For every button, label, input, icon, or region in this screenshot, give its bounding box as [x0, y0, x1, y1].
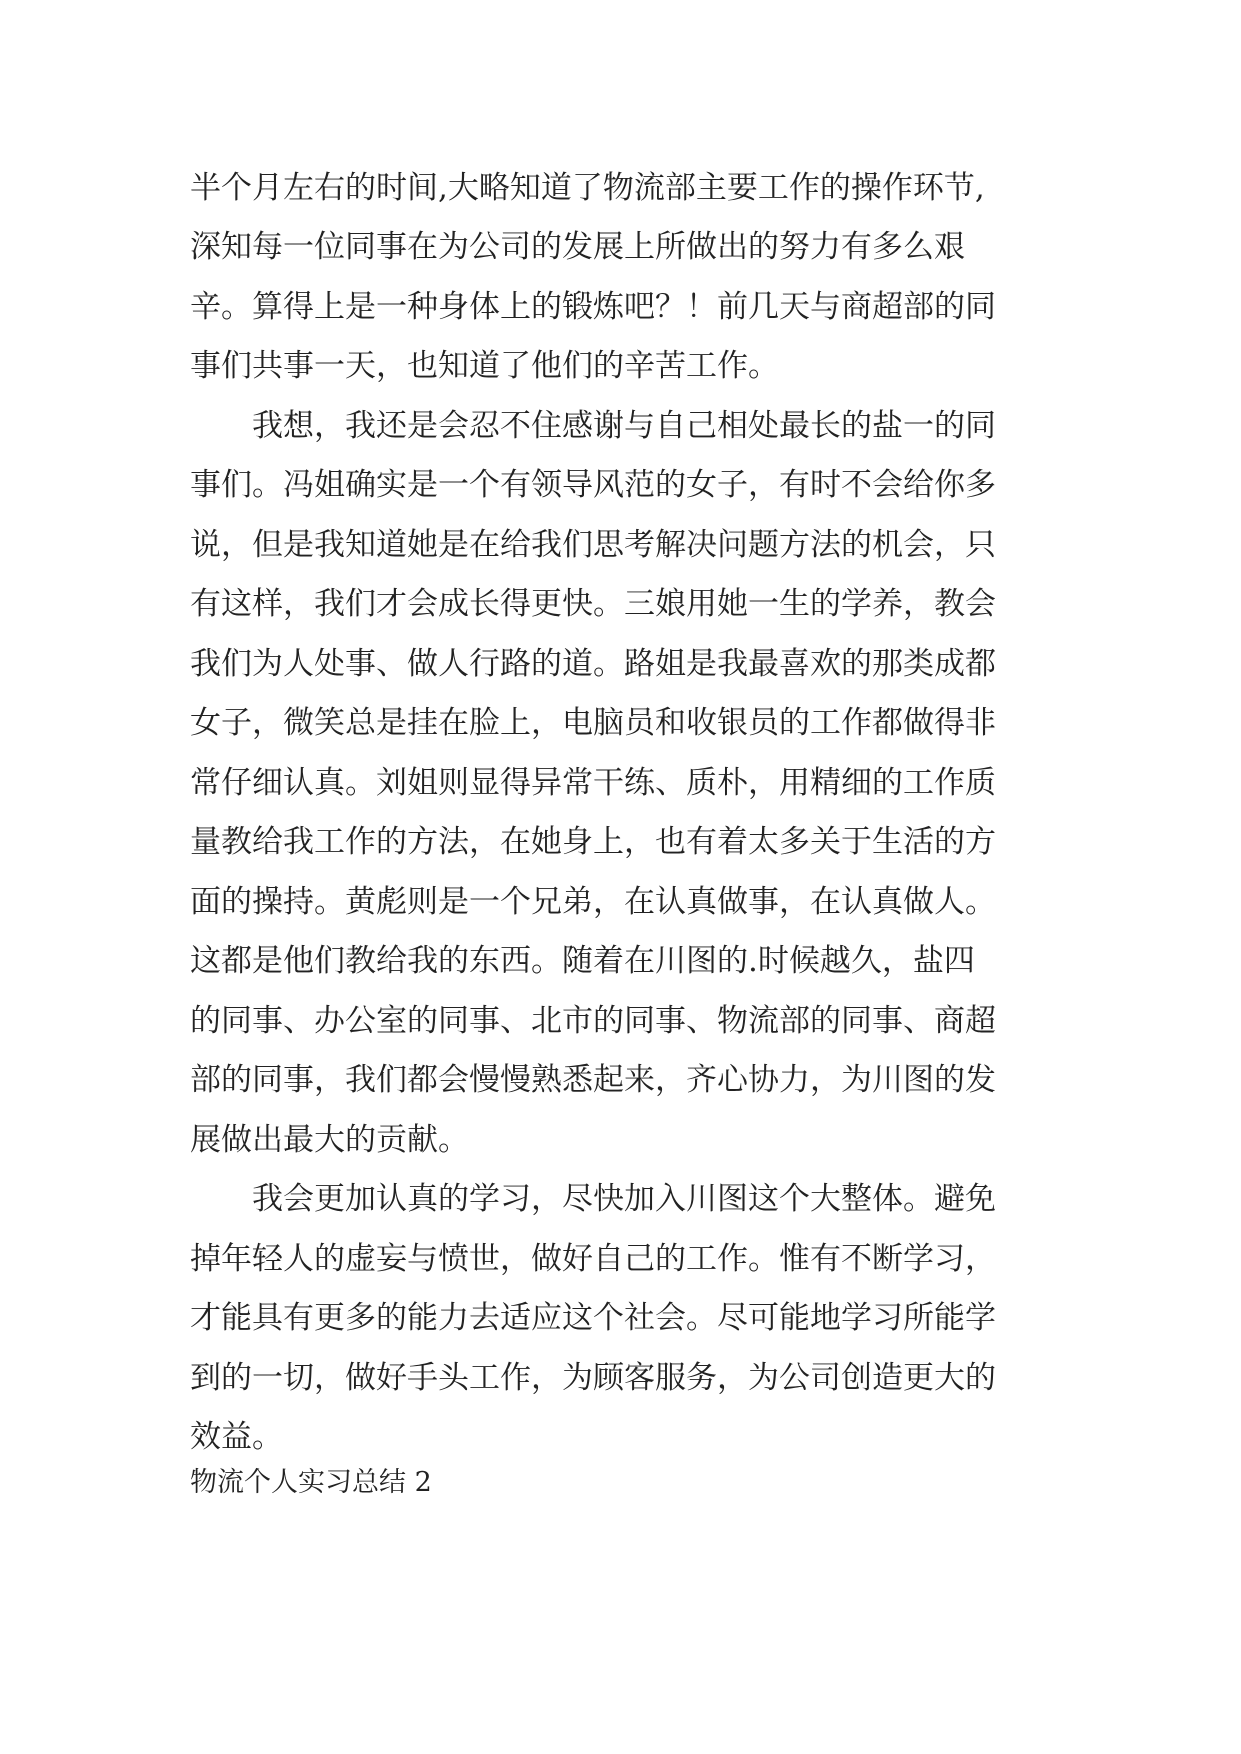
- paragraph-line: 面的操持。黄彪则是一个兄弟，在认真做事，在认真做人。: [190, 884, 996, 920]
- paragraph-line: 事们。冯姐确实是一个有领导风范的女子，有时不会给你多: [190, 467, 996, 503]
- paragraph-line: 的同事、办公室的同事、北市的同事、物流部的同事、商超: [190, 1003, 996, 1039]
- paragraph-line: 到的一切，做好手头工作，为顾客服务，为公司创造更大的: [190, 1360, 996, 1396]
- paragraph-line: 效益。: [190, 1419, 283, 1455]
- paragraph-line: 辛。算得上是一种身体上的锻炼吧？！前几天与商超部的同: [190, 289, 996, 325]
- paragraph-line: 展做出最大的贡献。: [190, 1122, 469, 1158]
- paragraph-line: 才能具有更多的能力去适应这个社会。尽可能地学习所能学: [190, 1300, 996, 1336]
- paragraph-line: 有这样，我们才会成长得更快。三娘用她一生的学养，教会: [190, 586, 996, 622]
- paragraph-line: 常仔细认真。刘姐则显得异常干练、质朴，用精细的工作质: [190, 765, 996, 801]
- paragraph-line: 说，但是我知道她是在给我们思考解决问题方法的机会，只: [190, 527, 996, 563]
- paragraph-line: 这都是他们教给我的东西。随着在川图的.时候越久，盐四: [190, 943, 975, 979]
- paragraph-line: 我想，我还是会忍不住感谢与自己相处最长的盐一的同: [190, 408, 996, 444]
- paragraph-line: 深知每一位同事在为公司的发展上所做出的努力有多么艰: [190, 229, 965, 265]
- paragraph-line: 部的同事，我们都会慢慢熟悉起来，齐心协力，为川图的发: [190, 1062, 996, 1098]
- paragraph-line: 事们共事一天，也知道了他们的辛苦工作。: [190, 348, 779, 384]
- section-heading: 物流个人实习总结 2: [190, 1467, 432, 1498]
- paragraph-line: 掉年轻人的虚妄与愤世，做好自己的工作。惟有不断学习，: [190, 1241, 996, 1277]
- paragraph-line: 我会更加认真的学习，尽快加入川图这个大整体。避免: [190, 1181, 996, 1217]
- paragraph-line: 半个月左右的时间,大略知道了物流部主要工作的操作环节,: [190, 170, 985, 206]
- paragraph-line: 量教给我工作的方法，在她身上，也有着太多关于生活的方: [190, 824, 996, 860]
- paragraph-line: 我们为人处事、做人行路的道。路姐是我最喜欢的那类成都: [190, 646, 996, 682]
- paragraph-line: 女子，微笑总是挂在脸上，电脑员和收银员的工作都做得非: [190, 705, 996, 741]
